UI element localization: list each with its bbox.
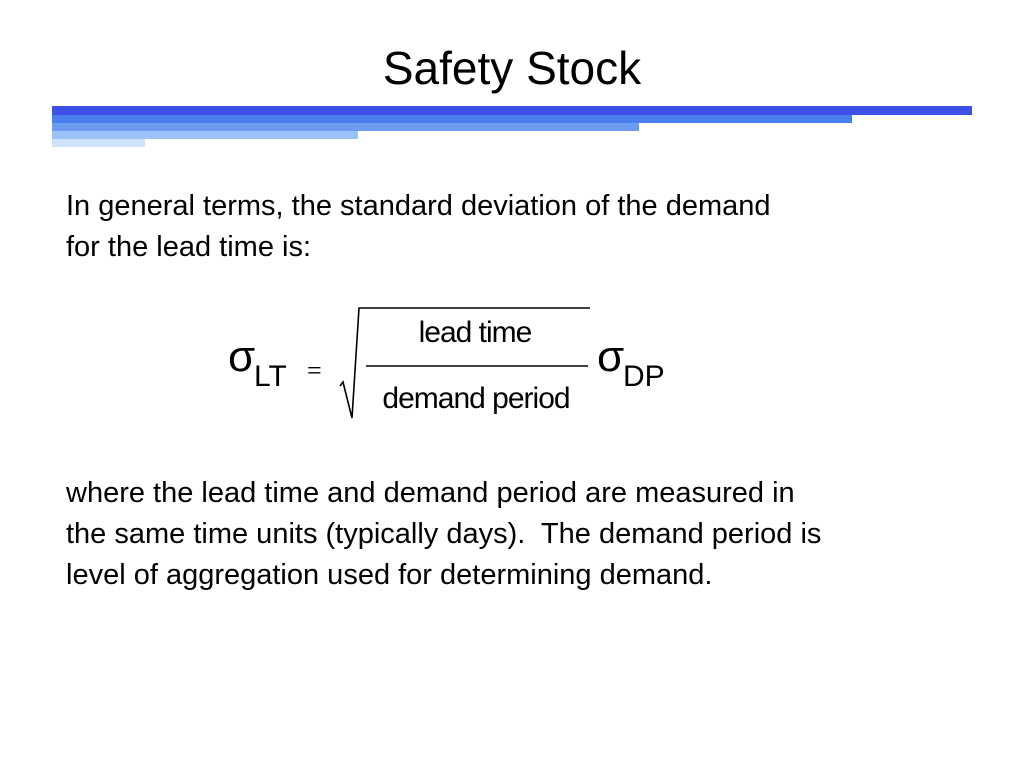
equals-sign: =: [307, 356, 322, 385]
intro-paragraph: [66, 186, 946, 268]
text-line: level of aggregation used for determining demand.: [66, 559, 713, 591]
fraction-denominator: demand period: [382, 382, 570, 415]
square-root-icon: [0, 290, 1024, 440]
text-line: In general terms, the standard deviation of the demand: [66, 190, 771, 222]
sigma-symbol: σ: [228, 332, 256, 381]
subscript-dp: DP: [623, 360, 665, 393]
slide-title: Safety Stock: [382, 42, 642, 94]
explanation-paragraph: [66, 473, 986, 596]
text-line: the same time units (typically days). The demand period is: [66, 518, 822, 550]
text-line: where the lead time and demand period are measured in: [66, 477, 795, 509]
decorative-bar: [52, 115, 852, 123]
decorative-bar: [52, 123, 639, 131]
decorative-bar: [52, 106, 972, 115]
text-line: for the lead time is:: [66, 231, 311, 263]
decorative-bar: [52, 131, 358, 139]
sigma-symbol: σ: [597, 332, 625, 381]
subscript-lt: LT: [254, 360, 287, 393]
decorative-bar: [52, 139, 145, 147]
safety-stock-formula: [0, 290, 1024, 440]
fraction-numerator: lead time: [418, 316, 532, 349]
